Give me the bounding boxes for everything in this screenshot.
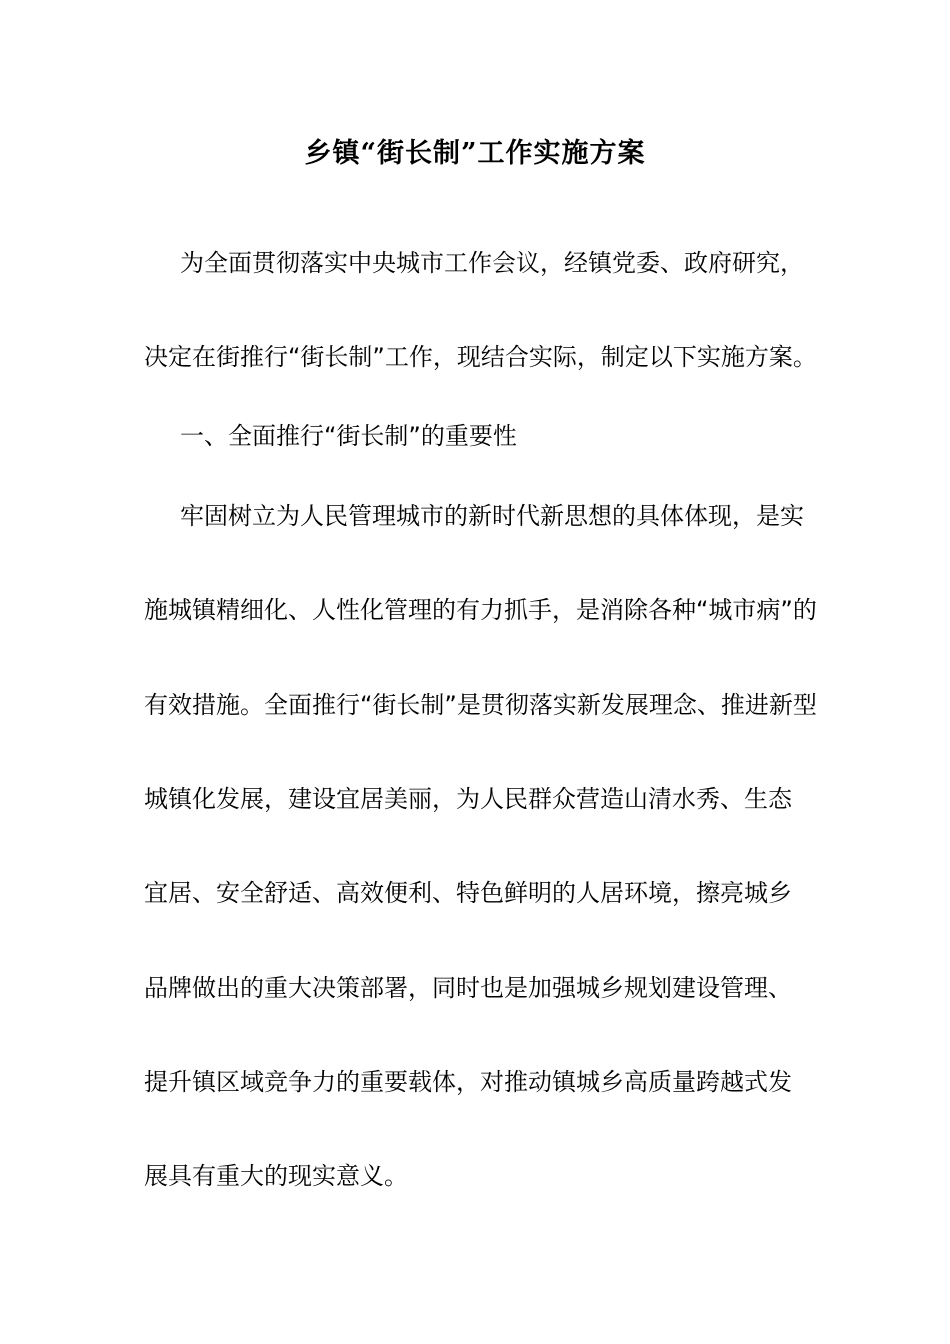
- paragraph-2-line-4: 城镇化发展，建设宜居美丽，为人民群众营造山清水秀、生态: [144, 785, 792, 813]
- paragraph-2-line-3: 有效措施。全面推行“街长制”是贯彻落实新发展理念、推进新型: [144, 691, 817, 719]
- paragraph-2-line-7: 提升镇区域竞争力的重要载体，对推动镇城乡高质量跨越式发: [144, 1068, 792, 1096]
- paragraph-2-line-6: 品牌做出的重大决策部署，同时也是加强城乡规划建设管理、: [144, 974, 792, 1002]
- paragraph-2-line-1: 牢固树立为人民管理城市的新时代新思想的具体体现，是实: [180, 502, 804, 530]
- section-heading-1: 一、全面推行“街长制”的重要性: [180, 422, 517, 450]
- paragraph-2-line-8: 展具有重大的现实意义。: [144, 1162, 408, 1190]
- paragraph-1-line-2: 决定在街推行“街长制”工作，现结合实际，制定以下实施方案。: [144, 343, 817, 371]
- paragraph-2-line-5: 宜居、安全舒适、高效便利、特色鲜明的人居环境，擦亮城乡: [144, 879, 792, 907]
- paragraph-2-line-2: 施城镇精细化、人性化管理的有力抓手，是消除各种“城市病”的: [144, 596, 817, 624]
- document-title: 乡镇“街长制”工作实施方案: [304, 138, 646, 169]
- paragraph-1-line-1: 为全面贯彻落实中央城市工作会议，经镇党委、政府研究，: [180, 249, 804, 277]
